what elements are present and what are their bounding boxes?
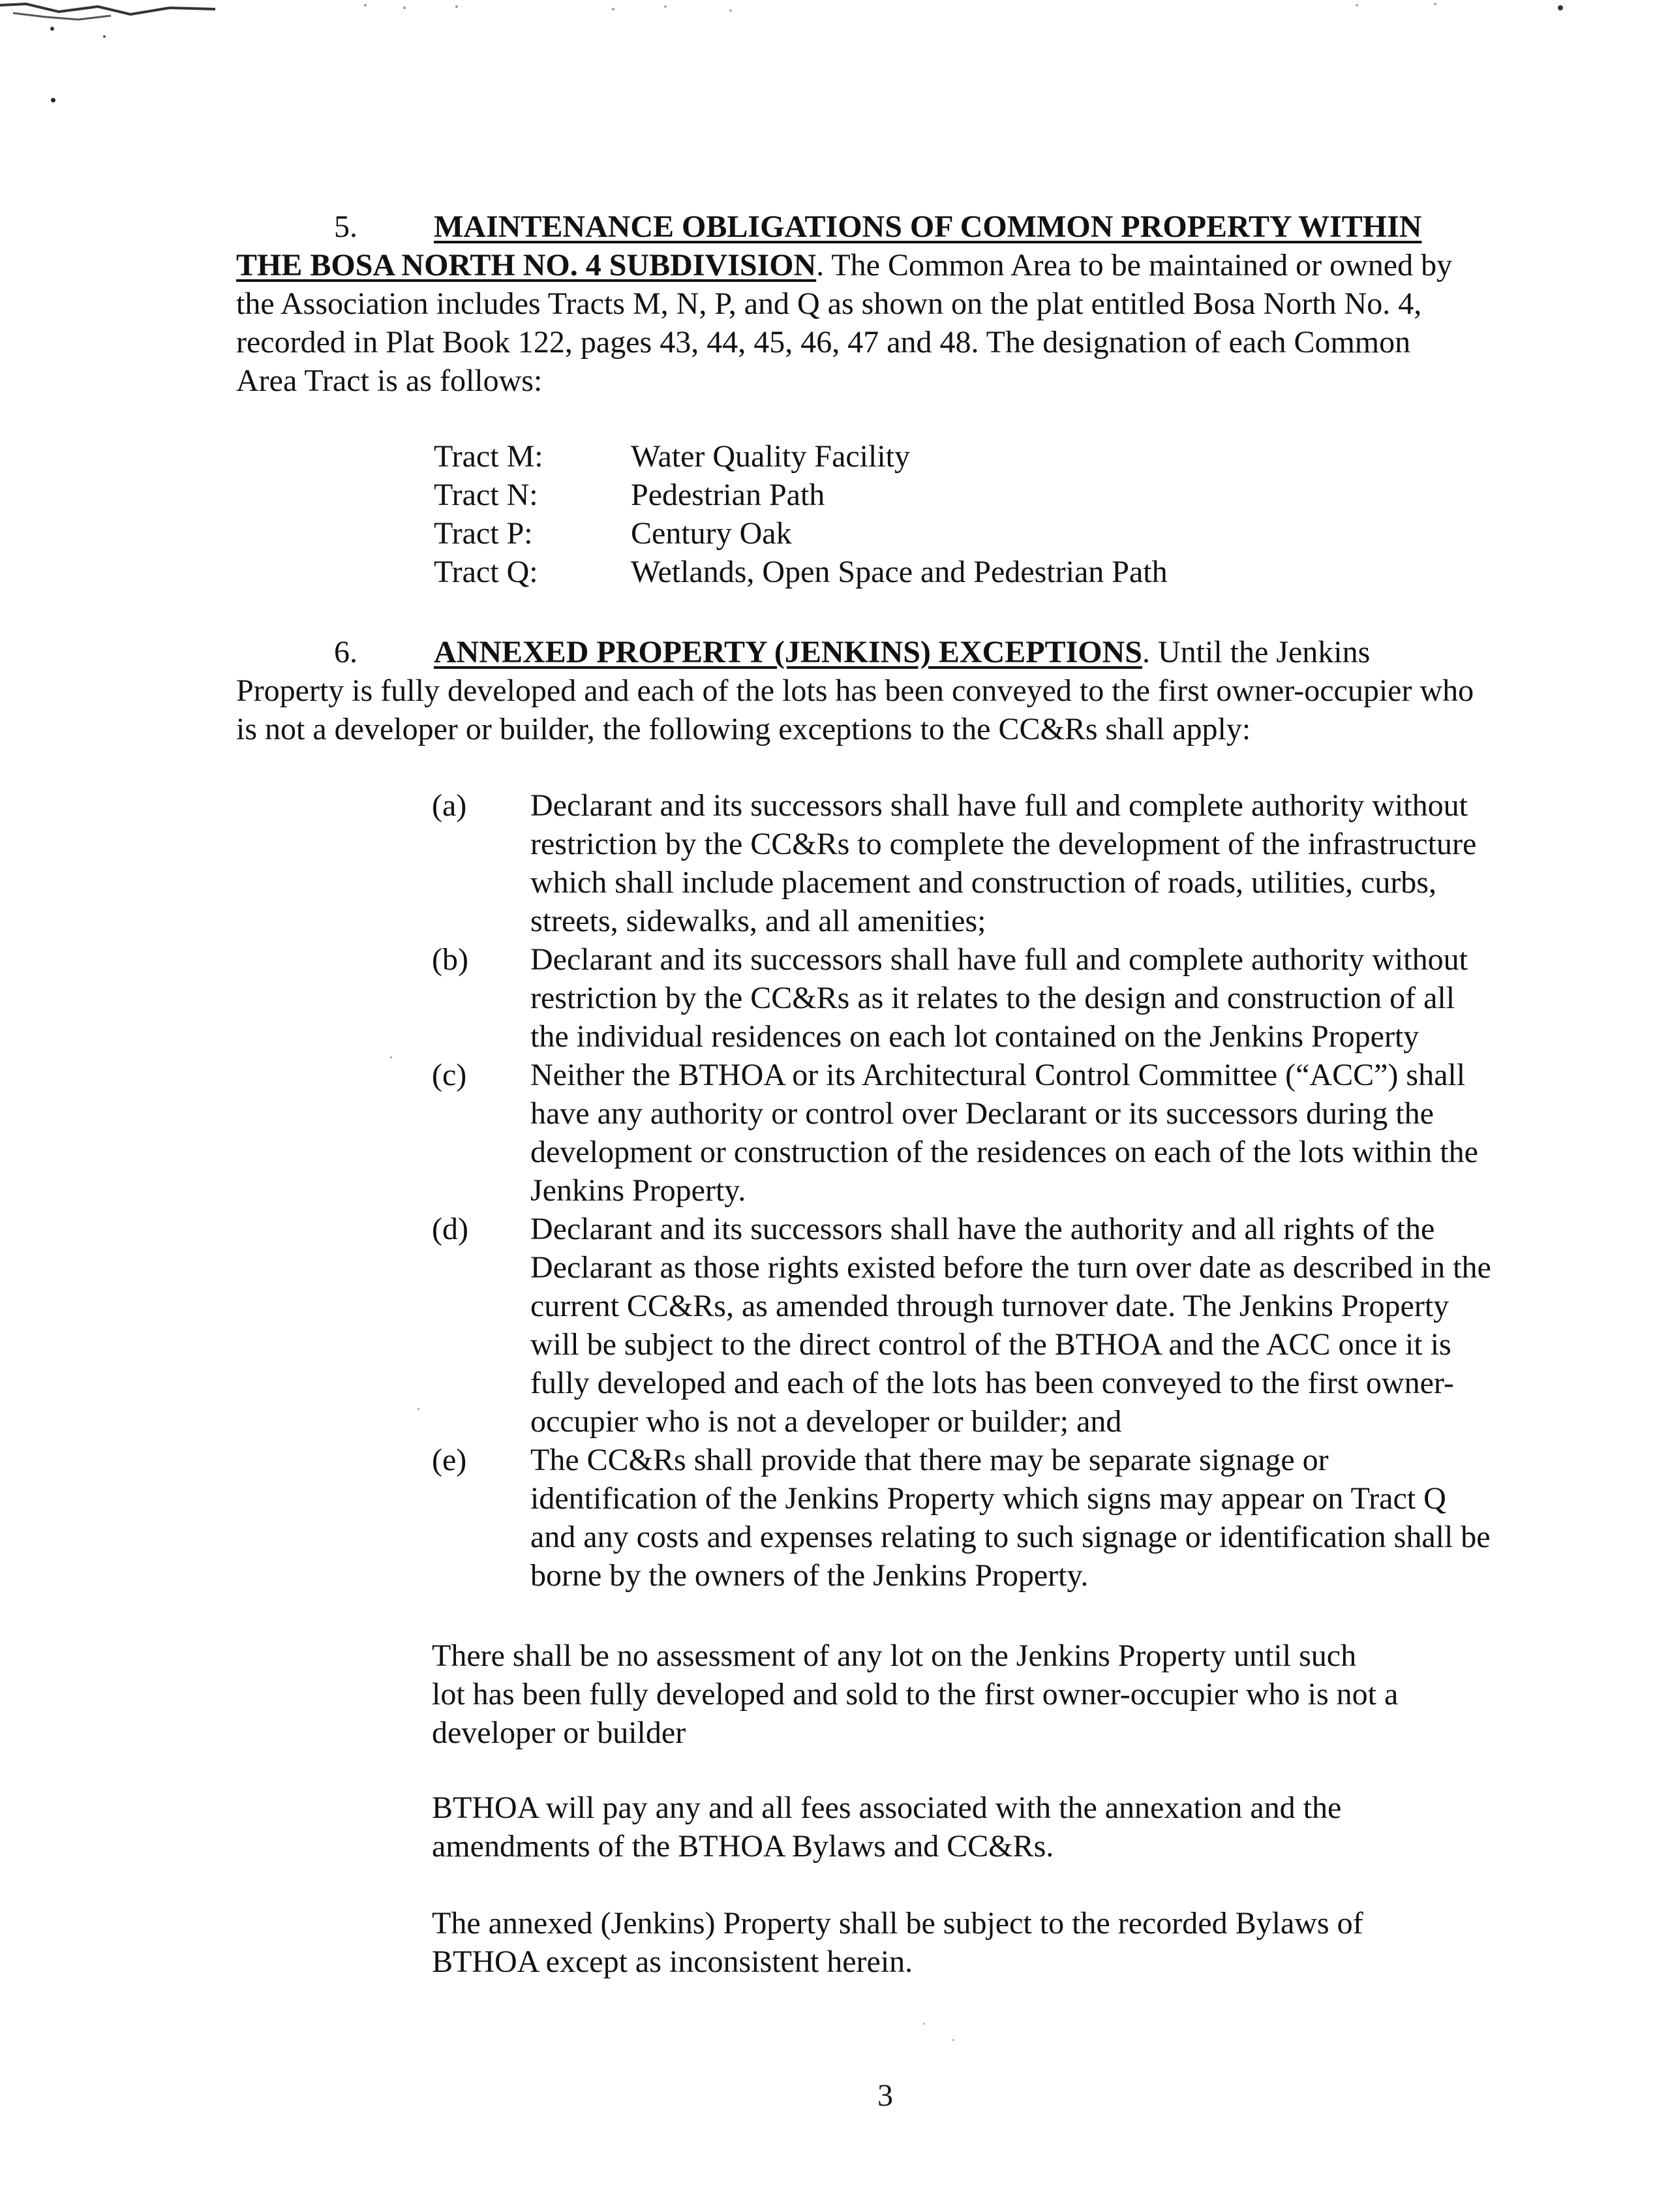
item-text: Declarant and its successors shall have full and complete authority without restriction by the CC&Rs as it relates to the design and construction of all the individual residences on each lot contained on the Jenkins Property <box>530 942 1468 1054</box>
tract-label: Tract Q: <box>434 555 538 589</box>
tract-label: Tract M: <box>434 439 543 474</box>
item-letter: (b) <box>432 942 468 977</box>
item-letter: (e) <box>432 1443 467 1477</box>
scan-speck <box>51 98 55 102</box>
paragraph-fees: BTHOA will pay any and all fees associated with the annexation and the amendments of the BTHOA Bylaws and CC&Rs. <box>432 1790 1342 1864</box>
tract-description: Wetlands, Open Space and Pedestrian Path <box>631 555 1168 589</box>
scan-speck <box>952 2039 954 2041</box>
section-6-line1 <box>434 633 1370 671</box>
item-letter: (c) <box>432 1058 467 1092</box>
scan-artifact <box>0 0 1670 39</box>
tract-label: Tract P: <box>434 516 533 551</box>
section-5-line1 <box>236 246 1452 284</box>
section-6-line2: Property is fully developed and each of the lots has been conveyed to the first owner-occupier who <box>236 673 1474 708</box>
tract-label: Tract N: <box>434 478 538 512</box>
paragraph-assessment: There shall be no assessment of any lot on the Jenkins Property until such lot has been fully developed and sold to the first owner-occupier who is not a developer or builder <box>432 1638 1399 1750</box>
tract-description: Century Oak <box>631 516 792 551</box>
scan-speck <box>418 1408 419 1410</box>
section-5-heading-line2: THE BOSA NORTH NO. 4 SUBDIVISION <box>236 248 817 283</box>
section-6-number: 6. <box>334 635 357 669</box>
scan-speck <box>390 1056 392 1058</box>
item-letter: (a) <box>432 788 467 823</box>
section-6-line1-rest: . Until the Jenkins <box>1142 635 1371 669</box>
item-text: Declarant and its successors shall have the authority and all rights of the Declarant as those rights existed before the turn over date as described in the current CC&Rs, as amended through turnover date. The Jenkins Property will be subject to the direct control of the BTHOA and the ACC once it is fully developed and each of the lots has been conveyed to the first owner- occupier who is not a developer or builder; and <box>530 1212 1491 1439</box>
item-text: Declarant and its successors shall have full and complete authority without restriction by the CC&Rs to complete the development of the infrastructure which shall include placement and construction of roads, utilities, curbs, streets, sidewalks, and all amenities; <box>530 788 1477 938</box>
paragraph-bylaws: The annexed (Jenkins) Property shall be subject to the recorded Bylaws of BTHOA except as inconsistent herein. <box>432 1906 1363 1979</box>
scan-speck <box>923 2023 925 2025</box>
item-text: The CC&Rs shall provide that there may be separate signage or identification of the Jenkins Property which signs may appear on Tract Q and any costs and expenses relating to such signage or identification shall be borne by the owners of the Jenkins Property. <box>530 1443 1491 1593</box>
section-5-line4: Area Tract is as follows: <box>236 363 543 398</box>
page-number: 3 <box>877 2078 893 2113</box>
section-6-line3: is not a developer or builder, the following exceptions to the CC&Rs shall apply: <box>236 712 1251 746</box>
section-5-number: 5. <box>334 209 357 244</box>
section-5-line3: recorded in Plat Book 122, pages 43, 44, 45, 46, 47 and 48. The designation of each Common <box>236 325 1411 360</box>
item-letter: (d) <box>432 1212 468 1246</box>
tract-description: Water Quality Facility <box>631 439 911 474</box>
tract-description: Pedestrian Path <box>631 478 825 512</box>
item-text: Neither the BTHOA or its Architectural Control Committee (“ACC”) shall have any authority or control over Declarant or its successors during the development or construction of the residences on each of the lots within the Jenkins Property. <box>530 1058 1478 1208</box>
section-6-heading: ANNEXED PROPERTY (JENKINS) EXCEPTIONS <box>434 635 1142 669</box>
section-5-heading-line1: MAINTENANCE OBLIGATIONS OF COMMON PROPERTY WITHIN <box>434 209 1422 244</box>
section-5-line2: the Association includes Tracts M, N, P, and Q as shown on the plat entitled Bosa North No. 4, <box>236 286 1422 321</box>
section-5-line1-rest: . The Common Area to be maintained or owned by <box>816 248 1453 283</box>
